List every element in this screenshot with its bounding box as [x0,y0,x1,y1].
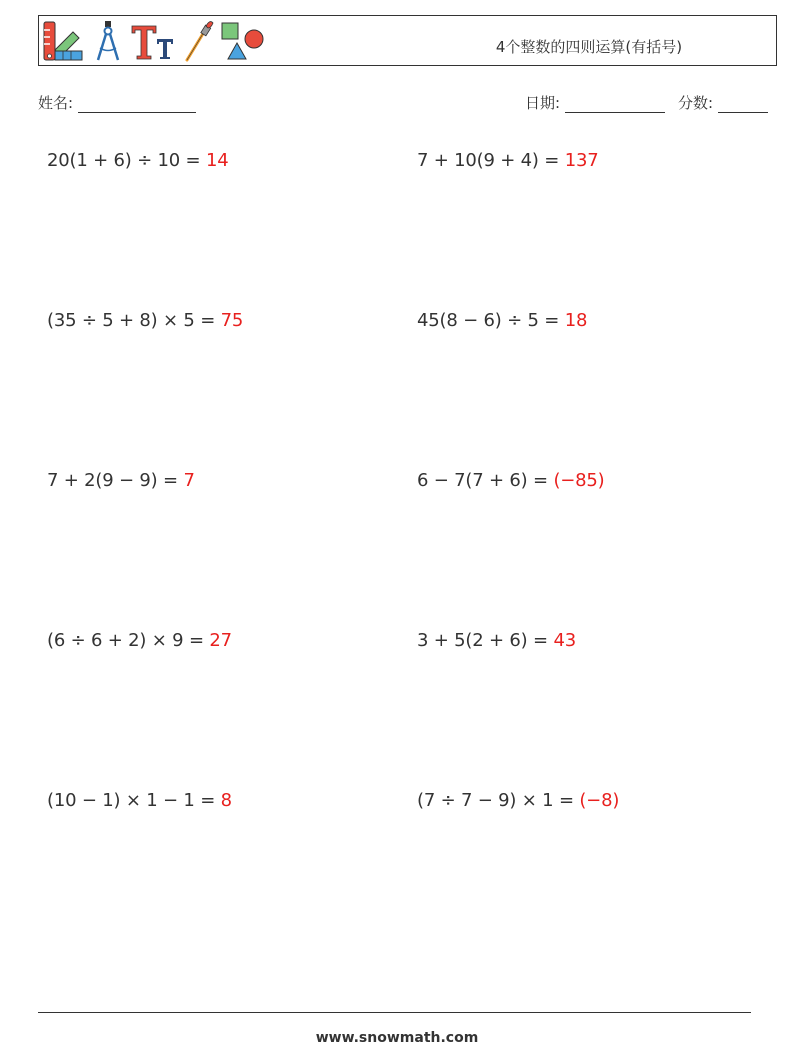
problem-answer: 137 [564,150,599,171]
problem-7 [47,630,232,651]
ruler-swatch-icon [43,20,83,62]
problem-expression: (6 ÷ 6 + 2) × 9 = [47,630,210,651]
date-blank-line [565,96,665,113]
problem-6 [417,470,604,491]
name-blank-line [78,96,196,113]
date-label: 日期: [525,94,561,112]
footer-website: www.snowmath.com [315,1030,479,1046]
compass-icon [95,20,121,62]
problem-answer: (−8) [579,790,620,811]
problem-answer: 8 [220,790,232,811]
worksheet-title: 4个整数的四则运算(有括号) [495,38,683,56]
problem-answer: 43 [553,630,576,651]
problem-expression: 6 − 7(7 + 6) = [417,470,554,491]
problem-answer: 7 [183,470,195,491]
problem-3 [47,310,243,331]
problem-expression: (35 ÷ 5 + 8) × 5 = [47,310,221,331]
score-blank-line [718,96,768,113]
problem-answer: (−85) [553,470,605,491]
problem-expression: 3 + 5(2 + 6) = [417,630,554,651]
problem-2 [417,150,598,171]
problem-answer: 14 [205,150,229,171]
problem-answer: 18 [564,310,588,331]
problem-expression: (7 ÷ 7 − 9) × 1 = [417,790,580,811]
problem-answer: 27 [209,630,232,651]
footer-divider [38,1012,751,1013]
problem-expression: 45(8 − 6) ÷ 5 = [417,310,565,331]
date-field [525,92,665,113]
problem-expression: 7 + 10(9 + 4) = [417,150,565,171]
worksheet-header [38,15,777,66]
name-label: 姓名: [38,94,74,112]
problem-4 [417,310,587,331]
score-label: 分数: [678,94,714,112]
paintbrush-icon [182,20,214,62]
name-field [38,92,196,113]
problem-10 [417,790,619,811]
problem-answer: 75 [220,310,244,331]
problem-5 [47,470,195,491]
shapes-icon [219,20,267,62]
problem-expression: (10 − 1) × 1 − 1 = [47,790,221,811]
text-tool-icon [129,22,177,62]
score-field [678,92,768,113]
problem-8 [417,630,576,651]
problem-9 [47,790,232,811]
problem-expression: 7 + 2(9 − 9) = [47,470,184,491]
problem-1 [47,150,228,171]
problem-expression: 20(1 + 6) ÷ 10 = [47,150,206,171]
